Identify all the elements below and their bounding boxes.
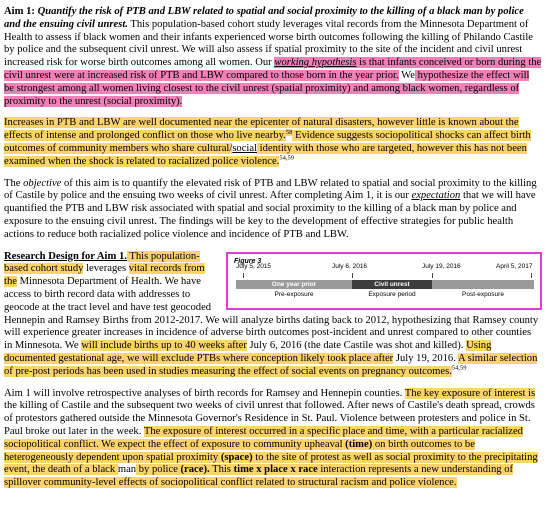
working-hypothesis: working hypothesis [274,57,357,69]
social-word: social [232,142,258,154]
design-heading: Research Design for Aim 1. [4,250,127,262]
period-post: Post-exposure [462,290,504,298]
background-text-a: Increases in PTB and LBW are well documented near the epicenter of natural disasters, however little is known about the effects of intense and prolonged conflict on those who live nearby. [4,117,519,142]
exposure-text-f: to the site of protest as well as social proximity to the precipitating event, the death of a black [4,451,538,476]
citation-58: 58 [285,128,293,136]
background-paragraph [4,117,542,168]
design-text-c: vital records from the [4,263,205,288]
design-text-h: July 19, 2016. [393,352,458,364]
exposure-text-g: by police [136,464,181,476]
objective-text-b: that we will have quantified the PTB and LBW risk associated with spatial and social proximity to the killing of a black man by police and exposure to the ensuing civil unrest. The findings will be key to the development of effective strategies for public health actions to reduce both racialized police violence and incidence of PTB and LBW. [4,190,536,240]
race-word: (race). [180,464,210,476]
aim1-paragraph [4,6,542,108]
design-text-i: A similar selection of pre-post periods has been used in studies measuring the effect of social events on pregnancy outcomes. [4,352,538,377]
period-pre: Pre-exposure [274,290,314,298]
exposure-text-d: The exposure of interest occurred in a specific place and time, with a particular racialized sociopolitical conflict. We expect the effect of exposure to community upheaval [4,425,523,450]
expectation-word: expectation [411,190,461,202]
background-text-c: identity with those who are targeted, however this has not been examined when the shock is related to racialized police violence. [4,142,527,167]
date-unrest-end: July 19, 2016 [422,262,461,270]
design-text-d: Minnesota Department of Health. We have access to birth record data with addresses to geocode at the tract level and have test geocoded Hennepin and Ramsey Births from 2012-2017. We will analyze births dating back to 2012, hypothesizing that Ramsey county will experience greater increases in incidence of adverse birth outcomes post-incident and unrest compared to other counties in Minnesota. We [4,276,539,352]
figure-3-timeline [226,252,542,310]
period-labels [236,291,534,299]
hypothesis-1: is that infants conceived or born during the civil unrest were at increased risk of PTB and LBW compared to those born in the year prior. [4,57,542,81]
design-text-e: will include births up to 40 weeks after [81,340,247,352]
segment-post [432,280,534,289]
objective-pre: The [4,177,24,189]
segment-civil-unrest: Civil unrest [352,280,432,289]
exposure-text-h: This [209,464,234,476]
design-text-f: July 6, 2016 (the date Castile was shot and killed). [246,340,467,352]
objective-word: objective [23,177,62,189]
exposure-text-c: the killing of Castile and the subsequent two weeks of civil unrest that followed. After news of Castile's death spread, crowds of protestors gathered outside the Minnesota Governor's Residence in St. Paul. Violence between protesters and police in St. Paul broke out later in the week. [4,400,535,437]
exposure-text-b: The key exposure of interest is [404,387,536,399]
timeline-bar [236,280,534,289]
date-start: July 5, 2015 [236,262,272,270]
citation-54-59: 54,59 [279,154,294,162]
design-citation: 54,59 [451,364,467,372]
exposure-text-i: interaction represents a new understanding of spillover community-level effects of sociopolitical conflict related to structural racism and police violence. [4,464,514,489]
figure-label: Figure 3 [234,257,262,265]
time-place-race: time x place x race [233,464,318,476]
date-end: April 5, 2017 [496,262,533,270]
tick-start [243,273,244,278]
aim1-label: Aim 1: [4,6,35,17]
exposure-paragraph [4,388,542,490]
tick-incident [352,273,353,278]
hypothesis-2: hypothesize the effect will be strongest among all women living closest to the civil unrest (spatial proximity) and among black women, regardless of proximity to the unrest (social proximity). [4,69,530,107]
aim1-title: Quantify the risk of PTB and LBW related to spatial and social proximity to the killing of a black man by police and the ensuing civil unrest. [4,6,524,30]
time-word: (time) [345,438,373,450]
we-word: We [398,69,415,81]
aim1-text: This population-based cohort study leverages vital records from the Minnesota Department of Health to assess if black women and their infants experienced worse birth outcomes following the killing of Philando Castile by police and the subsequent civil unrest. We will also assess if spatial proximity to the site of the incident and civil unrest increased risk for worse birth outcomes among all women. Our [4,18,533,69]
background-text-b: Evidence suggests sociopolitical shocks can affect birth outcomes of community members who share cultural/ [4,130,531,154]
date-incident: July 6, 2016 [332,262,368,270]
exposure-text-a: Aim 1 will involve retrospective analyses of birth records for Ramsey and Hennepin counties. [4,387,405,399]
tick-end [531,273,532,278]
objective-text-a: of this aim is to quantify the elevated risk of PTB and LBW related to spatial and social proximity to the killing of Castile by police and the ensuing two weeks of civil unrest. After completing Aim 1, it is our [4,177,537,202]
man-word: man [117,464,137,476]
design-text-b: leverages [83,263,129,275]
space-word: (space) [220,451,253,463]
design-text-a: This population-based cohort study [4,250,200,275]
tick-unrest-end [432,273,433,278]
period-exposure: Exposure period [368,290,416,298]
segment-one-year-prior: One year prior [236,280,352,289]
objective-paragraph [4,178,542,242]
exposure-text-e: on birth outcomes to be heterogeneously dependent upon spatial proximity [4,438,475,463]
design-text-g: Using documented gestational age, we will exclude PTBs where conception likely took place after [4,340,492,364]
